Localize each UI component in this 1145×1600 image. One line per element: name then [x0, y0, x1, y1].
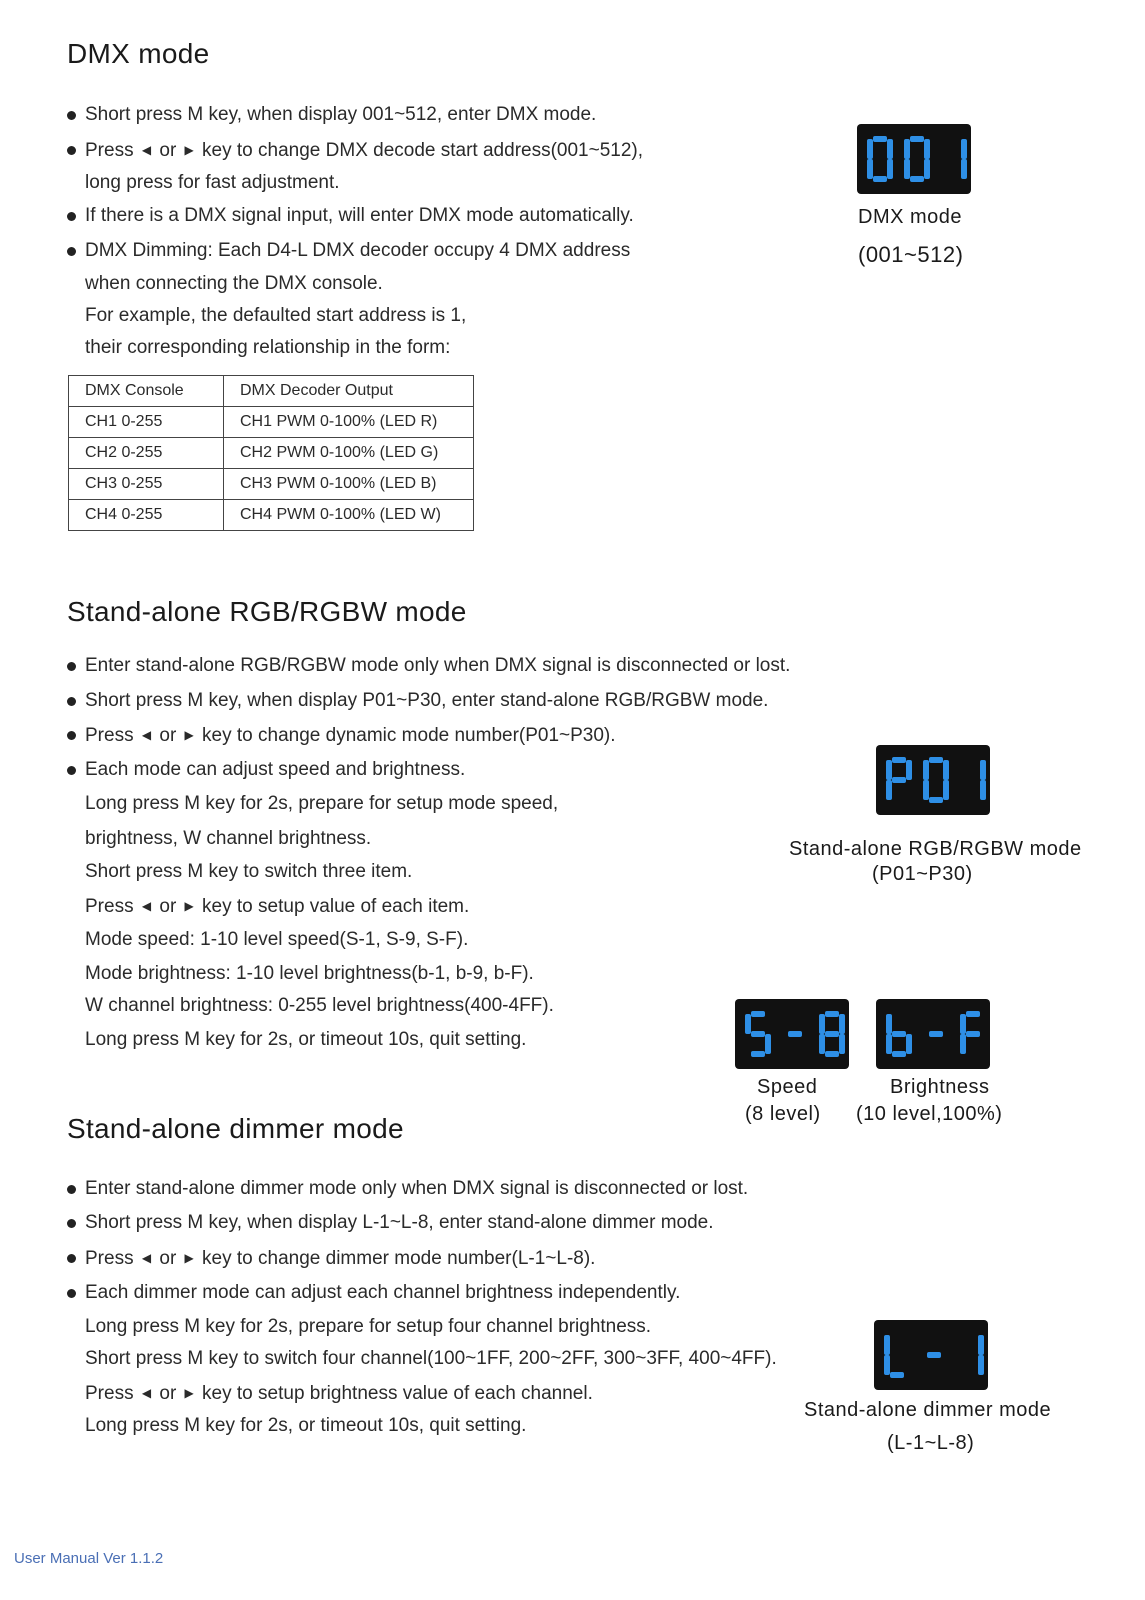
speed-level: (8 level): [745, 1103, 821, 1125]
text-span: or: [154, 896, 182, 917]
led-segment: [910, 176, 924, 182]
text-span: long press for fast adjustment.: [85, 172, 340, 193]
led-segment: [980, 760, 986, 780]
text-span: or: [154, 725, 182, 746]
text-span: Press: [85, 140, 139, 161]
led-segment: [839, 1034, 845, 1054]
dmx-led-display: [857, 124, 971, 194]
dmx-section-title: DMX mode: [67, 38, 210, 69]
text-span: Short press M key, when display 001~512, enter DMX mode.: [85, 104, 597, 125]
text-span: Enter stand-alone dimmer mode only when DMX signal is disconnected or lost.: [85, 1178, 749, 1199]
table-header-cell: DMX Console: [69, 376, 224, 407]
text-span: Short press M key to switch three item.: [85, 861, 413, 882]
speed-caption: Speed: [757, 1076, 818, 1098]
table-row: [69, 469, 474, 500]
led-segment: [924, 139, 930, 159]
text-line: [85, 895, 469, 918]
left-arrow-icon: ◀: [141, 899, 152, 913]
text-line: [85, 1382, 593, 1405]
led-segment: [788, 1031, 802, 1037]
led-segment: [924, 159, 930, 179]
text-span: their corresponding relationship in the form:: [85, 337, 451, 358]
text-span: key to setup brightness value of each channel.: [196, 1383, 593, 1404]
rgb-led-display: [876, 745, 990, 815]
brightness-level: (10 level,100%): [856, 1103, 1003, 1125]
led-segment: [892, 1051, 906, 1057]
led-segment: [886, 780, 892, 800]
led-segment: [825, 1011, 839, 1017]
bullet-item: [85, 759, 465, 781]
led-segment: [929, 797, 943, 803]
led-segment: [825, 1031, 839, 1037]
led-digits-svg: [876, 999, 990, 1069]
bullet-item: [85, 139, 643, 162]
left-arrow-icon: ◀: [141, 1251, 152, 1265]
led-segment: [892, 757, 906, 763]
led-segment: [890, 1372, 904, 1378]
text-span: key to change dynamic mode number(P01~P30).: [196, 725, 616, 746]
table-row: [69, 407, 474, 438]
led-segment: [961, 139, 967, 159]
text-span: For example, the defaulted start address is 1,: [85, 305, 467, 326]
text-span: Enter stand-alone RGB/RGBW mode only when DMX signal is disconnected or lost.: [85, 655, 791, 676]
text-span: Short press M key, when display P01~P30, enter stand-alone RGB/RGBW mode.: [85, 690, 769, 711]
text-line: [85, 1316, 651, 1338]
text-span: brightness, W channel brightness.: [85, 828, 372, 849]
dimmer-led-display: [874, 1320, 988, 1390]
led-segment: [884, 1355, 890, 1375]
table-cell: CH1 0-255: [69, 407, 224, 438]
led-segment: [873, 136, 887, 142]
table-cell: CH2 PWM 0-100% (LED G): [224, 438, 474, 469]
led-segment: [966, 1031, 980, 1037]
table-cell: CH3 PWM 0-100% (LED B): [224, 469, 474, 500]
led-segment: [887, 159, 893, 179]
right-arrow-icon: ▶: [184, 899, 194, 913]
brightness-caption: Brightness: [890, 1076, 990, 1098]
text-span: or: [154, 1383, 182, 1404]
text-line: [85, 929, 468, 951]
text-span: If there is a DMX signal input, will enter DMX mode automatically.: [85, 205, 634, 226]
led-segment: [961, 159, 967, 179]
table-cell: CH1 PWM 0-100% (LED R): [224, 407, 474, 438]
bullet-item: [85, 205, 634, 227]
text-span: Each mode can adjust speed and brightness.: [85, 759, 466, 780]
led-segment: [819, 1034, 825, 1054]
table-cell: CH4 0-255: [69, 500, 224, 531]
table-header-row: [69, 376, 474, 407]
bullet-item: [85, 655, 790, 677]
led-segment: [943, 780, 949, 800]
led-segment: [929, 757, 943, 763]
text-line: [85, 995, 554, 1017]
bullet-item: [85, 1247, 595, 1270]
table-row: [69, 438, 474, 469]
led-segment: [960, 1034, 966, 1054]
text-span: Each dimmer mode can adjust each channel brightness independently.: [85, 1282, 681, 1303]
led-digits-svg: [857, 124, 971, 194]
text-span: Long press M key for 2s, or timeout 10s, quit setting.: [85, 1029, 527, 1050]
table-cell: CH4 PWM 0-100% (LED W): [224, 500, 474, 531]
bullet-item: [85, 240, 630, 262]
text-span: or: [154, 1248, 182, 1269]
led-segment: [884, 1335, 890, 1355]
led-segment: [929, 1031, 943, 1037]
led-segment: [886, 1014, 892, 1034]
dimmer-display-caption: Stand-alone dimmer mode: [804, 1399, 1052, 1421]
text-line: [85, 337, 450, 359]
rgb-display-range: (P01~P30): [872, 863, 973, 885]
table-row: [69, 500, 474, 531]
text-line: [85, 793, 558, 815]
dmx-display-range: (001~512): [858, 242, 964, 267]
brightness-led-display: [876, 999, 990, 1069]
text-span: Short press M key, when display L-1~L-8, enter stand-alone dimmer mode.: [85, 1212, 714, 1233]
led-segment: [825, 1051, 839, 1057]
rgb-display-caption: Stand-alone RGB/RGBW mode: [789, 838, 1082, 860]
table-header-cell: DMX Decoder Output: [224, 376, 474, 407]
led-segment: [867, 139, 873, 159]
footer-version: User Manual Ver 1.1.2: [14, 1550, 164, 1567]
led-segment: [873, 176, 887, 182]
led-segment: [966, 1011, 980, 1017]
led-segment: [751, 1031, 765, 1037]
text-span: key to setup value of each item.: [196, 896, 470, 917]
text-line: [85, 828, 371, 850]
bullet-item: [85, 1178, 748, 1200]
led-segment: [887, 139, 893, 159]
dmx-display-caption: DMX mode: [858, 206, 963, 228]
right-arrow-icon: ▶: [184, 143, 194, 157]
led-segment: [886, 760, 892, 780]
led-segment: [892, 1031, 906, 1037]
left-arrow-icon: ◀: [141, 728, 152, 742]
text-span: Press: [85, 725, 139, 746]
text-span: when connecting the DMX console.: [85, 273, 383, 294]
led-segment: [892, 777, 906, 783]
led-segment: [978, 1335, 984, 1355]
text-span: key to change DMX decode start address(001~512),: [196, 140, 644, 161]
led-segment: [765, 1034, 771, 1054]
text-span: Long press M key for 2s, or timeout 10s, quit setting.: [85, 1415, 527, 1436]
text-span: Mode brightness: 1-10 level brightness(b-1, b-9, b-F).: [85, 963, 534, 984]
text-line: [85, 172, 340, 194]
text-span: Long press M key for 2s, prepare for setup four channel brightness.: [85, 1316, 652, 1337]
text-span: Press: [85, 1248, 139, 1269]
led-segment: [978, 1355, 984, 1375]
led-digits-svg: [874, 1320, 988, 1390]
left-arrow-icon: ◀: [141, 143, 152, 157]
led-segment: [819, 1014, 825, 1034]
text-line: [85, 305, 466, 327]
led-segment: [980, 780, 986, 800]
right-arrow-icon: ▶: [184, 1251, 194, 1265]
bullet-item: [85, 1212, 714, 1234]
led-segment: [839, 1014, 845, 1034]
bullet-item: [85, 1282, 680, 1304]
text-line: [85, 1348, 777, 1370]
led-segment: [745, 1014, 751, 1034]
led-segment: [923, 760, 929, 780]
dmx-table: [68, 375, 474, 531]
speed-led-display: [735, 999, 849, 1069]
led-segment: [906, 760, 912, 780]
bullet-item: [85, 690, 768, 712]
text-line: [85, 861, 412, 883]
right-arrow-icon: ▶: [184, 728, 194, 742]
text-line: [85, 273, 383, 295]
text-span: Mode speed: 1-10 level speed(S-1, S-9, S-F).: [85, 929, 469, 950]
text-span: key to change dimmer mode number(L-1~L-8).: [196, 1248, 596, 1269]
text-span: Press: [85, 896, 139, 917]
led-digits-svg: [876, 745, 990, 815]
led-segment: [751, 1011, 765, 1017]
text-span: DMX Dimming: Each D4-L DMX decoder occupy 4 DMX address: [85, 240, 631, 261]
led-segment: [906, 1034, 912, 1054]
led-segment: [904, 139, 910, 159]
led-segment: [867, 159, 873, 179]
table-cell: CH3 0-255: [69, 469, 224, 500]
led-segment: [751, 1051, 765, 1057]
table-cell: CH2 0-255: [69, 438, 224, 469]
led-segment: [960, 1014, 966, 1034]
text-line: [85, 1415, 526, 1437]
led-segment: [910, 136, 924, 142]
led-segment: [943, 760, 949, 780]
led-segment: [923, 780, 929, 800]
text-span: W channel brightness: 0-255 level brightness(400-4FF).: [85, 995, 554, 1016]
text-span: Short press M key to switch four channel(100~1FF, 200~2FF, 300~3FF, 400~4FF).: [85, 1348, 777, 1369]
text-line: [85, 1029, 526, 1051]
led-segment: [886, 1034, 892, 1054]
led-segment: [904, 159, 910, 179]
text-span: Long press M key for 2s, prepare for setup mode speed,: [85, 793, 559, 814]
text-span: Press: [85, 1383, 139, 1404]
dimmer-display-range: (L-1~L-8): [887, 1432, 975, 1454]
text-span: or: [154, 140, 182, 161]
dimmer-section-title: Stand-alone dimmer mode: [67, 1113, 404, 1144]
rgb-section-title: Stand-alone RGB/RGBW mode: [67, 596, 467, 627]
led-digits-svg: [735, 999, 849, 1069]
led-segment: [927, 1352, 941, 1358]
bullet-item: [85, 104, 596, 126]
left-arrow-icon: ◀: [141, 1386, 152, 1400]
right-arrow-icon: ▶: [184, 1386, 194, 1400]
bullet-item: [85, 724, 616, 747]
text-line: [85, 963, 534, 985]
